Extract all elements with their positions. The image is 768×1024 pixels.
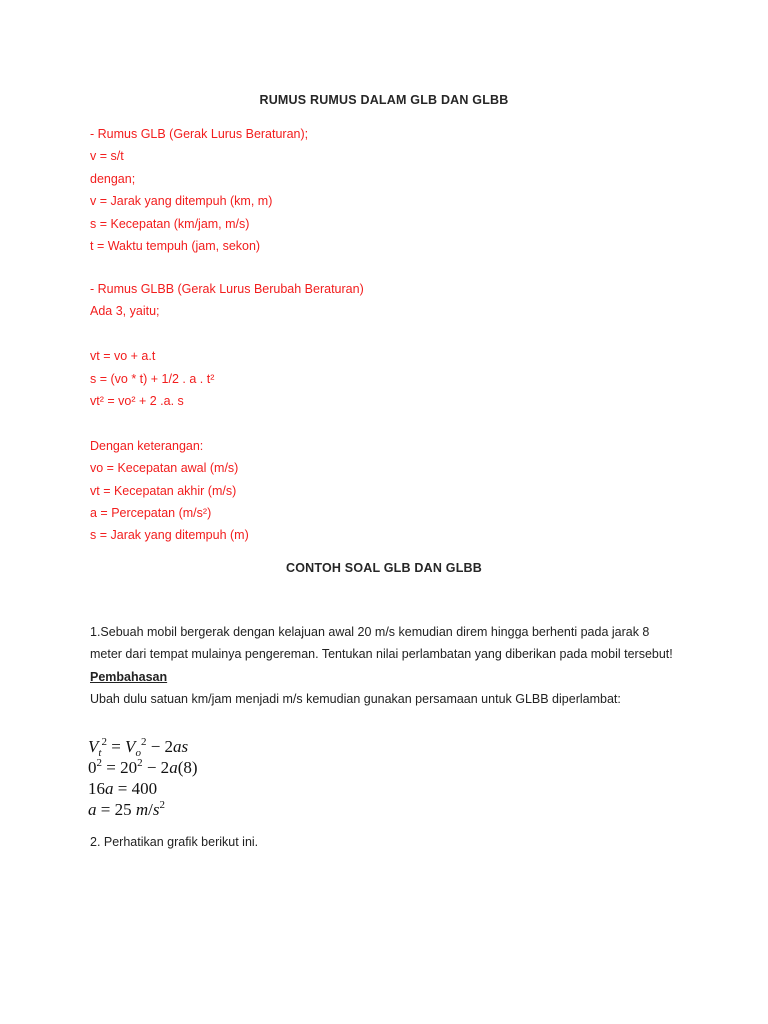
glb-heading: - Rumus GLB (Gerak Lurus Beraturan); [90, 127, 309, 141]
solution-explanation: Ubah dulu satuan km/jam menjadi m/s kemudian gunakan persamaan untuk GLBB diperlambat: [90, 692, 621, 707]
problem-1-text-line-2: meter dari tempat mulainya pengereman. Tentukan nilai perlambatan yang diberikan pada mobil tersebut! [90, 647, 673, 662]
problem-1 [90, 621, 690, 711]
glb-def-t: t = Waktu tempuh (jam, sekon) [90, 238, 261, 253]
spacer [90, 323, 364, 345]
problem-2 [90, 831, 690, 853]
glbb-formula-2: s = (vo * t) + 1/2 . a . t² [90, 371, 215, 386]
section-title-formulas: RUMUS RUMUS DALAM GLB DAN GLBB [259, 93, 509, 107]
glbb-formula-3: vt² = vo² + 2 .a. s [90, 393, 184, 408]
glbb-def-s: s = Jarak yang ditempuh (m) [90, 528, 249, 543]
glb-def-v: v = Jarak yang ditempuh (km, m) [90, 194, 273, 209]
glbb-legend-heading: Dengan keterangan: [90, 438, 204, 453]
solution-heading: Pembahasan [90, 669, 168, 684]
glb-def-s: s = Kecepatan (km/jam, m/s) [90, 216, 250, 231]
equation-2: $0^2 = 20^2 - 2a(8)$ [88, 757, 198, 777]
glbb-heading: - Rumus GLBB (Gerak Lurus Berubah Beraturan) [90, 282, 364, 296]
glbb-def-a: a = Percepatan (m/s²) [90, 505, 212, 520]
glb-formula-block [90, 123, 308, 257]
equation-1: $V_t^2 = V_o^2 - 2as$ [88, 736, 189, 759]
glb-formula: v = s/t [90, 149, 124, 164]
solution-equations [88, 736, 198, 820]
glbb-formula-block [90, 278, 364, 547]
spacer [90, 412, 364, 434]
glbb-def-vt: vt = Kecepatan akhir (m/s) [90, 483, 237, 498]
glbb-formula-1: vt = vo + a.t [90, 349, 156, 364]
problem-2-text: 2. Perhatikan grafik berikut ini. [90, 835, 259, 849]
glbb-def-vo: vo = Kecepatan awal (m/s) [90, 461, 239, 476]
equation-3: 16a = 400 [88, 779, 158, 798]
section-title-examples: CONTOH SOAL GLB DAN GLBB [285, 561, 482, 575]
glb-with-label: dengan; [90, 171, 136, 186]
equation-4: a = 25 $m/s^2$ [88, 799, 165, 819]
problem-1-text-line-1: 1.Sebuah mobil bergerak dengan kelajuan awal 20 m/s kemudian direm hingga berhenti pada jarak 8 [90, 625, 650, 639]
glbb-intro: Ada 3, yaitu; [90, 304, 160, 319]
